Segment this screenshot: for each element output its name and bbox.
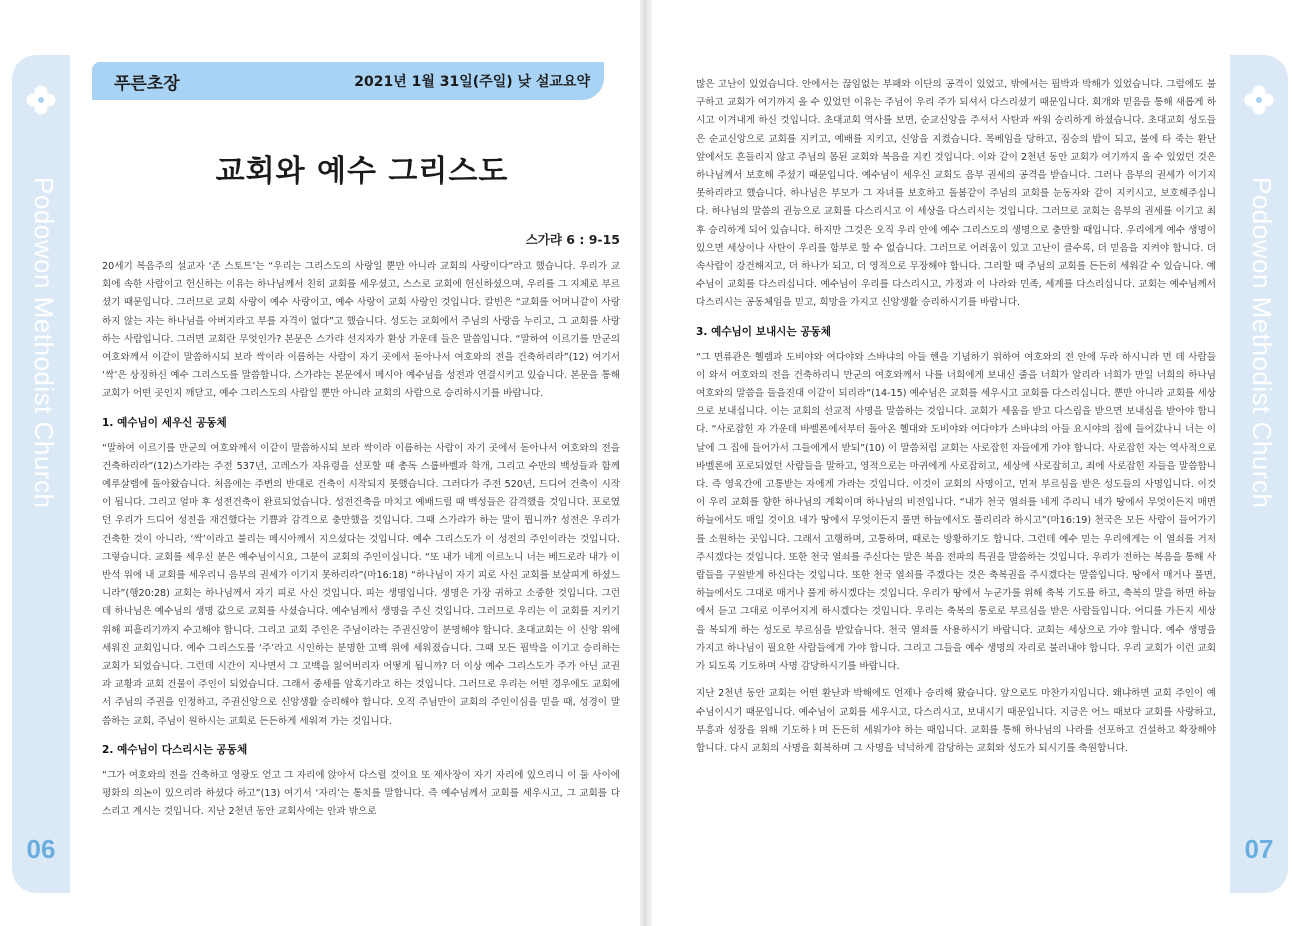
sermon-header-bar — [92, 62, 604, 100]
section-heading: 3. 예수님이 보내시는 공동체 — [696, 325, 832, 338]
section-heading: 1. 예수님이 세우신 공동체 — [102, 416, 227, 429]
series-title: 푸른초장 — [114, 74, 180, 94]
right-text-column — [696, 76, 1216, 767]
section-heading: 2. 예수님이 다스리시는 공동체 — [102, 743, 248, 756]
clover-icon — [1244, 85, 1274, 115]
body-paragraph: “말하여 이르기를 만군의 여호와께서 이같이 말씀하시되 보라 싹이라 이름하는 사람이 자기 곳에서 돋아나서 여호와의 전을 건축하리라”(12)스가랴는 주전 537년, 고레스가 자유령을 선포할 때 총독 스룹바벨과 학개, 그리고 수만의 백성들과 함께 예루살렘에 돌아왔습니다. 처음에는 주변의 반대로 건축이 시작되지 못했습니다. 그러다가 주전 520년, 드디어 건축이 시작이 됩니다. 그리고 얼마 후 성전건축이 완료되었습니다. 성전건축을 마치고 예배드릴 때 백성들은 감격했을 것입니다. 포로였던 우리가 드디어 성전을 재건했다는 기쁨과 감격으로 충만했을 것입니다. 그때 스가랴가 하는 말이 뭡니까? 성전은 우리가 건축한 것이 아니라, ‘싹’이라고 불리는 메시아께서 지으셨다는 것입니다. 예수 그리스도가 이 성전의 주인이라는 것입니다. 그렇습니다. 교회를 세우신 분은 예수님이시요, 그분이 교회의 주인이십니다. “또 내가 네게 이르노니 너는 베드로라 내가 이 반석 위에 내 교회를 세우리니 음부의 권세가 이기지 못하리라”(마16:18) “하나님이 자기 피로 사신 교회를 보살피게 하셨느니라”(행20:28) 교회는 하나님께서 자기 피로 사신 것입니다. 피는 생명입니다. 생명은 가장 귀하고 소중한 것입니다. 그런데 하나님은 예수님의 생명 값으로 교회를 사셨습니다. 예수님께서 생명을 주신 것입니다. 그러므로 우리는 이 교회를 지키기 위해 피흘리기까지 수고해야 합니다. 그리고 교회 주인은 주님이라는 주권신앙이 분명해야 합니다. 초대교회는 이 신앙 위에 세워진 교회입니다. 예수 그리스도를 ‘주’라고 시인하는 분명한 고백 위에 세워졌습니다. 그때 모든 핍박을 이기고 승리하는 교회가 되었습니다. 그런데 시간이 지나면서 그 고백을 잃어버리자 어떻게 됩니까? 더 이상 예수 그리스도가 주가 아닌 교권과 교황과 교회 건물이 주인이 되었습니다. 그래서 중세를 암흑기라고 하는 것입니다. 그러므로 우리는 어떤 경우에도 교회에서 주님의 주권을 인정하고, 주권신앙으로 신앙생활 승리해야 합니다. 오직 주님만이 교회의 주인이심을 믿을 때, 성경이 말씀하는 교회, 주님이 원하시는 교회로 든든하게 세워져 가는 것입니다. — [102, 442, 620, 727]
sermon-date: 2021년 1월 31일(주일) 낮 설교요약 — [354, 74, 590, 90]
page-gutter — [640, 0, 652, 926]
left-side-tab — [12, 55, 70, 893]
body-paragraph: “그가 여호와의 전을 건축하고 영광도 얻고 그 자리에 앉아서 다스릴 것이요 또 제사장이 자기 자리에 있으리니 이 둘 사이에 평화의 의논이 있으리라 하셨다 하고”(13) 여기서 ‘자리’는 통치를 말합니다. 즉 예수님께서 교회를 세우시고, 그 교회를 다스리고 계시는 것입니다. 지난 2천년 동안 교회사에는 안과 밖으로 — [102, 769, 620, 818]
body-paragraph: 20세기 복음주의 설교자 ‘존 스토트’는 “우리는 그리스도의 사랑일 뿐만 아니라 교회의 사랑이다”라고 했습니다. 우리가 교회에 속한 사람이고 헌신하는 이유는 하나님께서 친히 교회를 세우셨고, 스스로 교회에 헌신하셨으며, 우리를 그 지체로 부르셨기 때문입니다. 그러므로 교회 사랑이 예수 사랑이고, 예수 사랑이 교회 사랑인 것입니다. 칼빈은 “교회를 어머니같이 사랑하지 않는 자는 하나님을 아버지라고 부를 자격이 없다”고 했습니다. 성도는 교회에서 주님의 사랑을 누리고, 그 교회를 사랑하는 사람입니다. 그러면 교회란 무엇인가? 본문은 스가랴 선지자가 환상 가운데 들은 말씀입니다. “말하여 이르기를 만군의 여호와께서 이같이 말씀하시되 보라 싹이라 이름하는 사람이 자기 곳에서 돋아나서 여호와의 전을 건축하리라”(12) 여기서 ‘싹’은 상징하신 예수 그리스도를 말씀합니다. 스가랴는 본문에서 메시아 예수님을 성전과 연결시키고 있습니다. 본문을 통해 교회가 어떤 곳인지 깨닫고, 예수 그리스도의 사람일 뿐만 아니라 교회의 사람으로 승리하시기를 바랍니다. — [102, 261, 620, 400]
clover-icon — [26, 85, 56, 115]
left-text-column — [102, 258, 620, 830]
church-name: Podowon Methodist Church — [29, 177, 59, 509]
sermon-title: 교회와 예수 그리스도 — [215, 154, 509, 189]
right-side-tab — [1230, 55, 1288, 893]
scripture-reference: 스가랴 6 : 9-15 — [525, 232, 620, 247]
body-paragraph: “그 면류관은 헬렘과 도비야와 여다야와 스바냐의 아들 헨을 기념하기 위하여 여호와의 전 안에 두라 하시니라 먼 데 사람들이 와서 여호와의 전을 건축하리니 만군의 여호와께서 나를 너희에게 보내신 줄을 너희가 알리라 너희가 만일 너희의 하나님 여호와의 말씀을 들을진대 이같이 되리라”(14-15) 예수님은 교회를 세우시고 교회를 다스리십니다. 뿐만 아니라 교회를 세상으로 보내십니다. 이는 교회의 선교적 사명을 말씀하는 것입니다. 교회가 세움을 받고 다스림을 받으면 보내심을 받아야 합니다. “사로잡힌 자 가운데 바벨론에서부터 돌아온 헬대와 도비야와 여다야가 스바냐의 아들 요시야의 집에 들어갔나니 너는 이 날에 그 집에 들어가서 그들에게서 받되”(10) 이 말씀처럼 교회는 사로잡힌 자들에게 가야 합니다. 사로잡힌 자는 역사적으로 바벨론에 포로되었던 사람들을 말하고, 영적으로는 마귀에게 사로잡히고, 세상에 사로잡히고, 죄에 사로잡힌 자들을 말씀합니다. 즉 영육간에 고통받는 자에게 가라는 것입니다. 이것이 교회의 사명이고, 먼저 부르심을 받은 성도들의 사명입니다. 이것이 우리 교회를 향한 하나님의 계획이며 하나님의 비전입니다. “내가 천국 열쇠를 네게 주리니 네가 땅에서 무엇이든지 매면 하늘에서도 매일 것이요 네가 땅에서 무엇이든지 풀면 하늘에서도 풀리리라 하시고”(마16:19) 천국은 모든 사람이 들어가기를 소원하는 곳입니다. 그래서 고행하며, 고통하며, 때로는 방황하기도 합니다. 그런데 예수 믿는 우리에게는 이 열쇠를 거저 주시겠다는 것입니다. 또한 천국 열쇠를 주신다는 말은 복음 전파의 특권을 말씀하는 것입니다. 우리가 전하는 복음을 통해 사람들을 구원받게 하신다는 것입니다. 또한 천국 열쇠를 주겠다는 것은 축복권을 주시겠다는 말씀입니다. 땅에서 매거나 풀면, 하늘에서도 그대로 매거나 풀게 하시겠다는 것입니다. 우리가 땅에서 누군가를 위해 축복 기도를 하고, 축복의 말을 하면 하늘에서 듣고 그대로 이루어지게 하시겠다는 것입니다. 우리는 축복의 통로로 부르심을 받은 사람들입니다. 어디를 가든지 세상을 복되게 하는 성도로 부르심을 받았습니다. 천국 열쇠를 사용하시기 바랍니다. 교회는 세상으로 가야 합니다. 예수 생명을 가지고 하나님이 필요한 사람들에게 가야 합니다. 그리고 그들을 예수 생명의 자리로 불러내야 합니다. 우리 교회가 이런 교회가 되도록 기도하며 사명 감당하시기를 바랍니다. — [696, 351, 1216, 673]
body-paragraph: 지난 2천년 동안 교회는 어떤 환난과 박해에도 언제나 승리해 왔습니다. 앞으로도 마찬가지입니다. 왜냐하면 교회 주인이 예수님이시기 때문입니다. 예수님이 교회를 세우시고, 다스리시고, 보내시기 때문입니다. 지금은 어느 때보다 교회를 사랑하고, 부흥과 성장을 위해 기도하ㅏ며 든든히 세워가야 하는 때입니다. 교회를 통해 하나님의 나라를 선포하고 건설하고 확장해야 합니다. 다시 교회의 사명을 회복하며 그 사명을 넉넉하게 감당하는 교회와 성도가 되시기를 축원합니다. — [696, 688, 1216, 754]
page-number-right: 07 — [1244, 834, 1274, 864]
body-paragraph: 많은 고난이 있었습니다. 안에서는 끊임없는 부패와 이단의 공격이 있었고, 밖에서는 핍박과 박해가 있었습니다. 그럼에도 불구하고 교회가 여기까지 올 수 있었던 이유는 주님이 우리 주가 되셔서 다스리셨기 때문입니다. 회개와 믿음을 통해 새롭게 하시고 이겨내게 하신 것입니다. 초대교회 역사를 보면, 순교신앙을 주셔서 사탄과 싸워 승리하게 하셨습니다. 초대교회 성도들은 순교신앙으로 교회를 지키고, 예배를 지키고, 신앙을 지켰습니다. 목베임을 당하고, 짐승의 밥이 되고, 불에 타 죽는 환난 앞에서도 흔들리지 않고 주님의 몸된 교회와 복음을 지킨 것입니다. 이와 같이 2천년 동안 교회가 여기까지 올 수 있었던 것은 하나님께서 보호해 주셨기 때문입니다. 예수님이 세우신 교회도 음부 권세의 공격을 받습니다. 그러나 음부의 권세가 이기지 못하리라고 했습니다. 하나님은 부모가 그 자녀를 보호하고 돌봄같이 주님의 교회를 눈동자와 같이 지키시고, 보호해주십니다. 하나님의 말씀의 권능으로 교회를 다스리시고 이 세상을 다스리시는 것입니다. 그러므로 교회는 음부의 권세를 이기고 최후 승리하게 되어 있습니다. 하지만 그것은 오직 우리 안에 예수 그리스도의 생명으로 충만할 때입니다. 우리에게 예수 생명이 있으면 세상이나 사탄이 우리를 함부로 할 수 없습니다. 그러므로 어려움이 있고 고난이 클수록, 더 믿음을 지켜야 합니다. 더 속사람이 강건해지고, 더 하나가 되고, 더 영적으로 무장해야 합니다. 그리할 때 주님의 교회를 든든히 세워갈 수 있습니다. 예수님이 교회를 다스리십니다. 예수님이 우리를 다스리시고, 가정과 이 나라와 민족, 세계를 다스리십니다. 교회는 예수님께서 다스리시는 공동체임을 믿고, 희망을 가지고 신앙생활 승리하시기를 바랍니다. — [696, 79, 1216, 309]
church-name: Podowon Methodist Church — [1247, 177, 1277, 509]
page-number-left: 06 — [26, 834, 56, 864]
